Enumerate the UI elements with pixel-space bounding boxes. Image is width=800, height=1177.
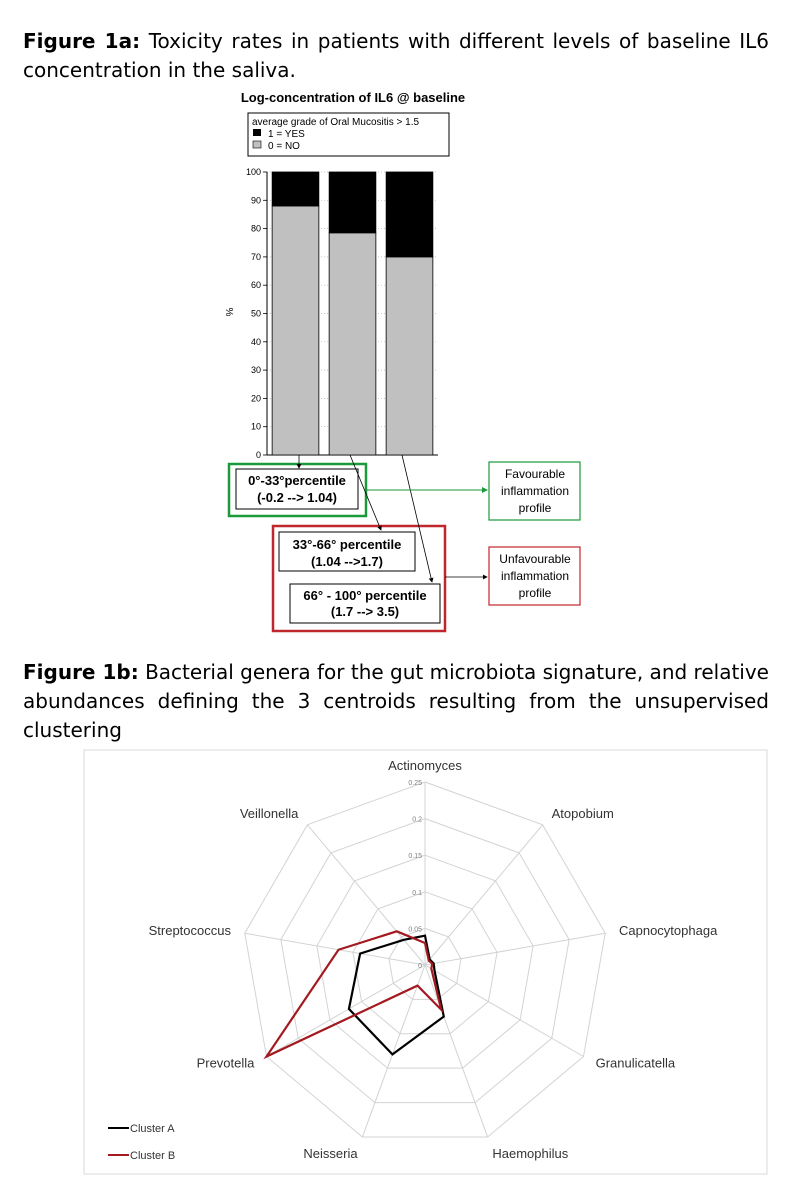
- legend-title: average grade of Oral Mucositis > 1.5: [252, 117, 420, 128]
- chart-1a-title: Log-concentration of IL6 @ baseline: [240, 90, 466, 105]
- radar-axis-label-granulicatella: Granulicatella: [595, 1055, 676, 1071]
- radar-axis-label-streptococcus: Streptococcus: [148, 922, 231, 938]
- radar-spoke: [425, 965, 583, 1057]
- y-tick-label: 10: [250, 421, 261, 432]
- radar-spoke: [425, 933, 605, 965]
- legend-label-cluster-a: Cluster A: [130, 1123, 175, 1135]
- radar-axis-label-veillonella: Veillonella: [239, 806, 299, 822]
- radar-axis-label-capnocytophaga: Capnocytophaga: [619, 922, 718, 938]
- legend-label-cluster-b: Cluster B: [130, 1150, 176, 1162]
- figure-1a-text: Toxicity rates in patients with different levels of baseline IL6 concentration in the saliva.: [23, 29, 770, 82]
- radar-spoke: [362, 965, 425, 1137]
- box-percentile-66-100-line1: 66° - 100° percentile: [303, 588, 427, 603]
- radar-tick-label: 0.15: [408, 853, 422, 861]
- y-tick-label: 90: [250, 195, 261, 206]
- y-tick-label: 80: [250, 223, 261, 234]
- y-tick-label: 40: [250, 336, 261, 347]
- radar-axis-label-prevotella: Prevotella: [196, 1055, 255, 1071]
- radar-tick-label: 0.1: [412, 889, 422, 897]
- box-percentile-0-33-line2: (-0.2 --> 1.04): [257, 490, 337, 505]
- radar-tick-label: 0: [418, 963, 422, 970]
- radar-tick-label: 0.05: [408, 926, 422, 934]
- box-percentile-66-100-line2: (1.7 --> 3.5): [330, 604, 400, 619]
- radar-axis-label-atopobium: Atopobium: [551, 806, 614, 822]
- unfavourable-line1: Unfavourable: [499, 552, 571, 566]
- y-tick-label: 20: [250, 393, 261, 404]
- radar-spoke: [245, 933, 425, 965]
- y-tick-label: 50: [250, 308, 261, 319]
- y-tick-label: 30: [250, 365, 261, 376]
- favourable-line1: Favourable: [504, 467, 566, 481]
- legend-label-no: 0 = NO: [268, 141, 300, 152]
- y-tick-label: 100: [245, 167, 261, 177]
- y-tick-label: 60: [250, 280, 261, 291]
- figure-1b-text: Bacterial genera for the gut microbiota signature, and relative abundances defining the 3 centroids resulting from the unsupervised clustering: [23, 660, 769, 742]
- radar-tick-label: 0.2: [412, 816, 422, 824]
- unfavourable-line2: inflammation: [500, 569, 570, 583]
- box-percentile-33-66-line2: (1.04 -->1.7): [311, 554, 383, 569]
- favourable-line2: inflammation: [500, 484, 570, 498]
- radar-spoke: [307, 825, 425, 965]
- figure-1b-label: Figure 1b:: [23, 660, 139, 684]
- legend-label-yes: 1 = YES: [268, 129, 305, 140]
- unfavourable-line3: profile: [518, 586, 552, 600]
- radar-axis-label-actinomyces: Actinomyces: [388, 758, 462, 773]
- y-tick-label: 70: [250, 251, 261, 262]
- radar-spoke: [425, 965, 488, 1137]
- radar-tick-label: 0.25: [408, 780, 422, 787]
- y-tick-label: 0: [255, 450, 261, 460]
- radar-axis-label-haemophilus: Haemophilus: [492, 1146, 569, 1162]
- radar-spoke: [425, 825, 543, 965]
- radar-spoke: [267, 965, 425, 1057]
- radar-axis-label-neisseria: Neisseria: [303, 1146, 358, 1162]
- box-percentile-33-66-line1: 33°-66° percentile: [292, 537, 402, 552]
- box-percentile-0-33-line1: 0°-33°percentile: [248, 473, 346, 488]
- favourable-line3: profile: [518, 501, 552, 515]
- figure-1a-label: Figure 1a:: [23, 29, 141, 53]
- chart-1a-ylabel: %: [223, 307, 234, 317]
